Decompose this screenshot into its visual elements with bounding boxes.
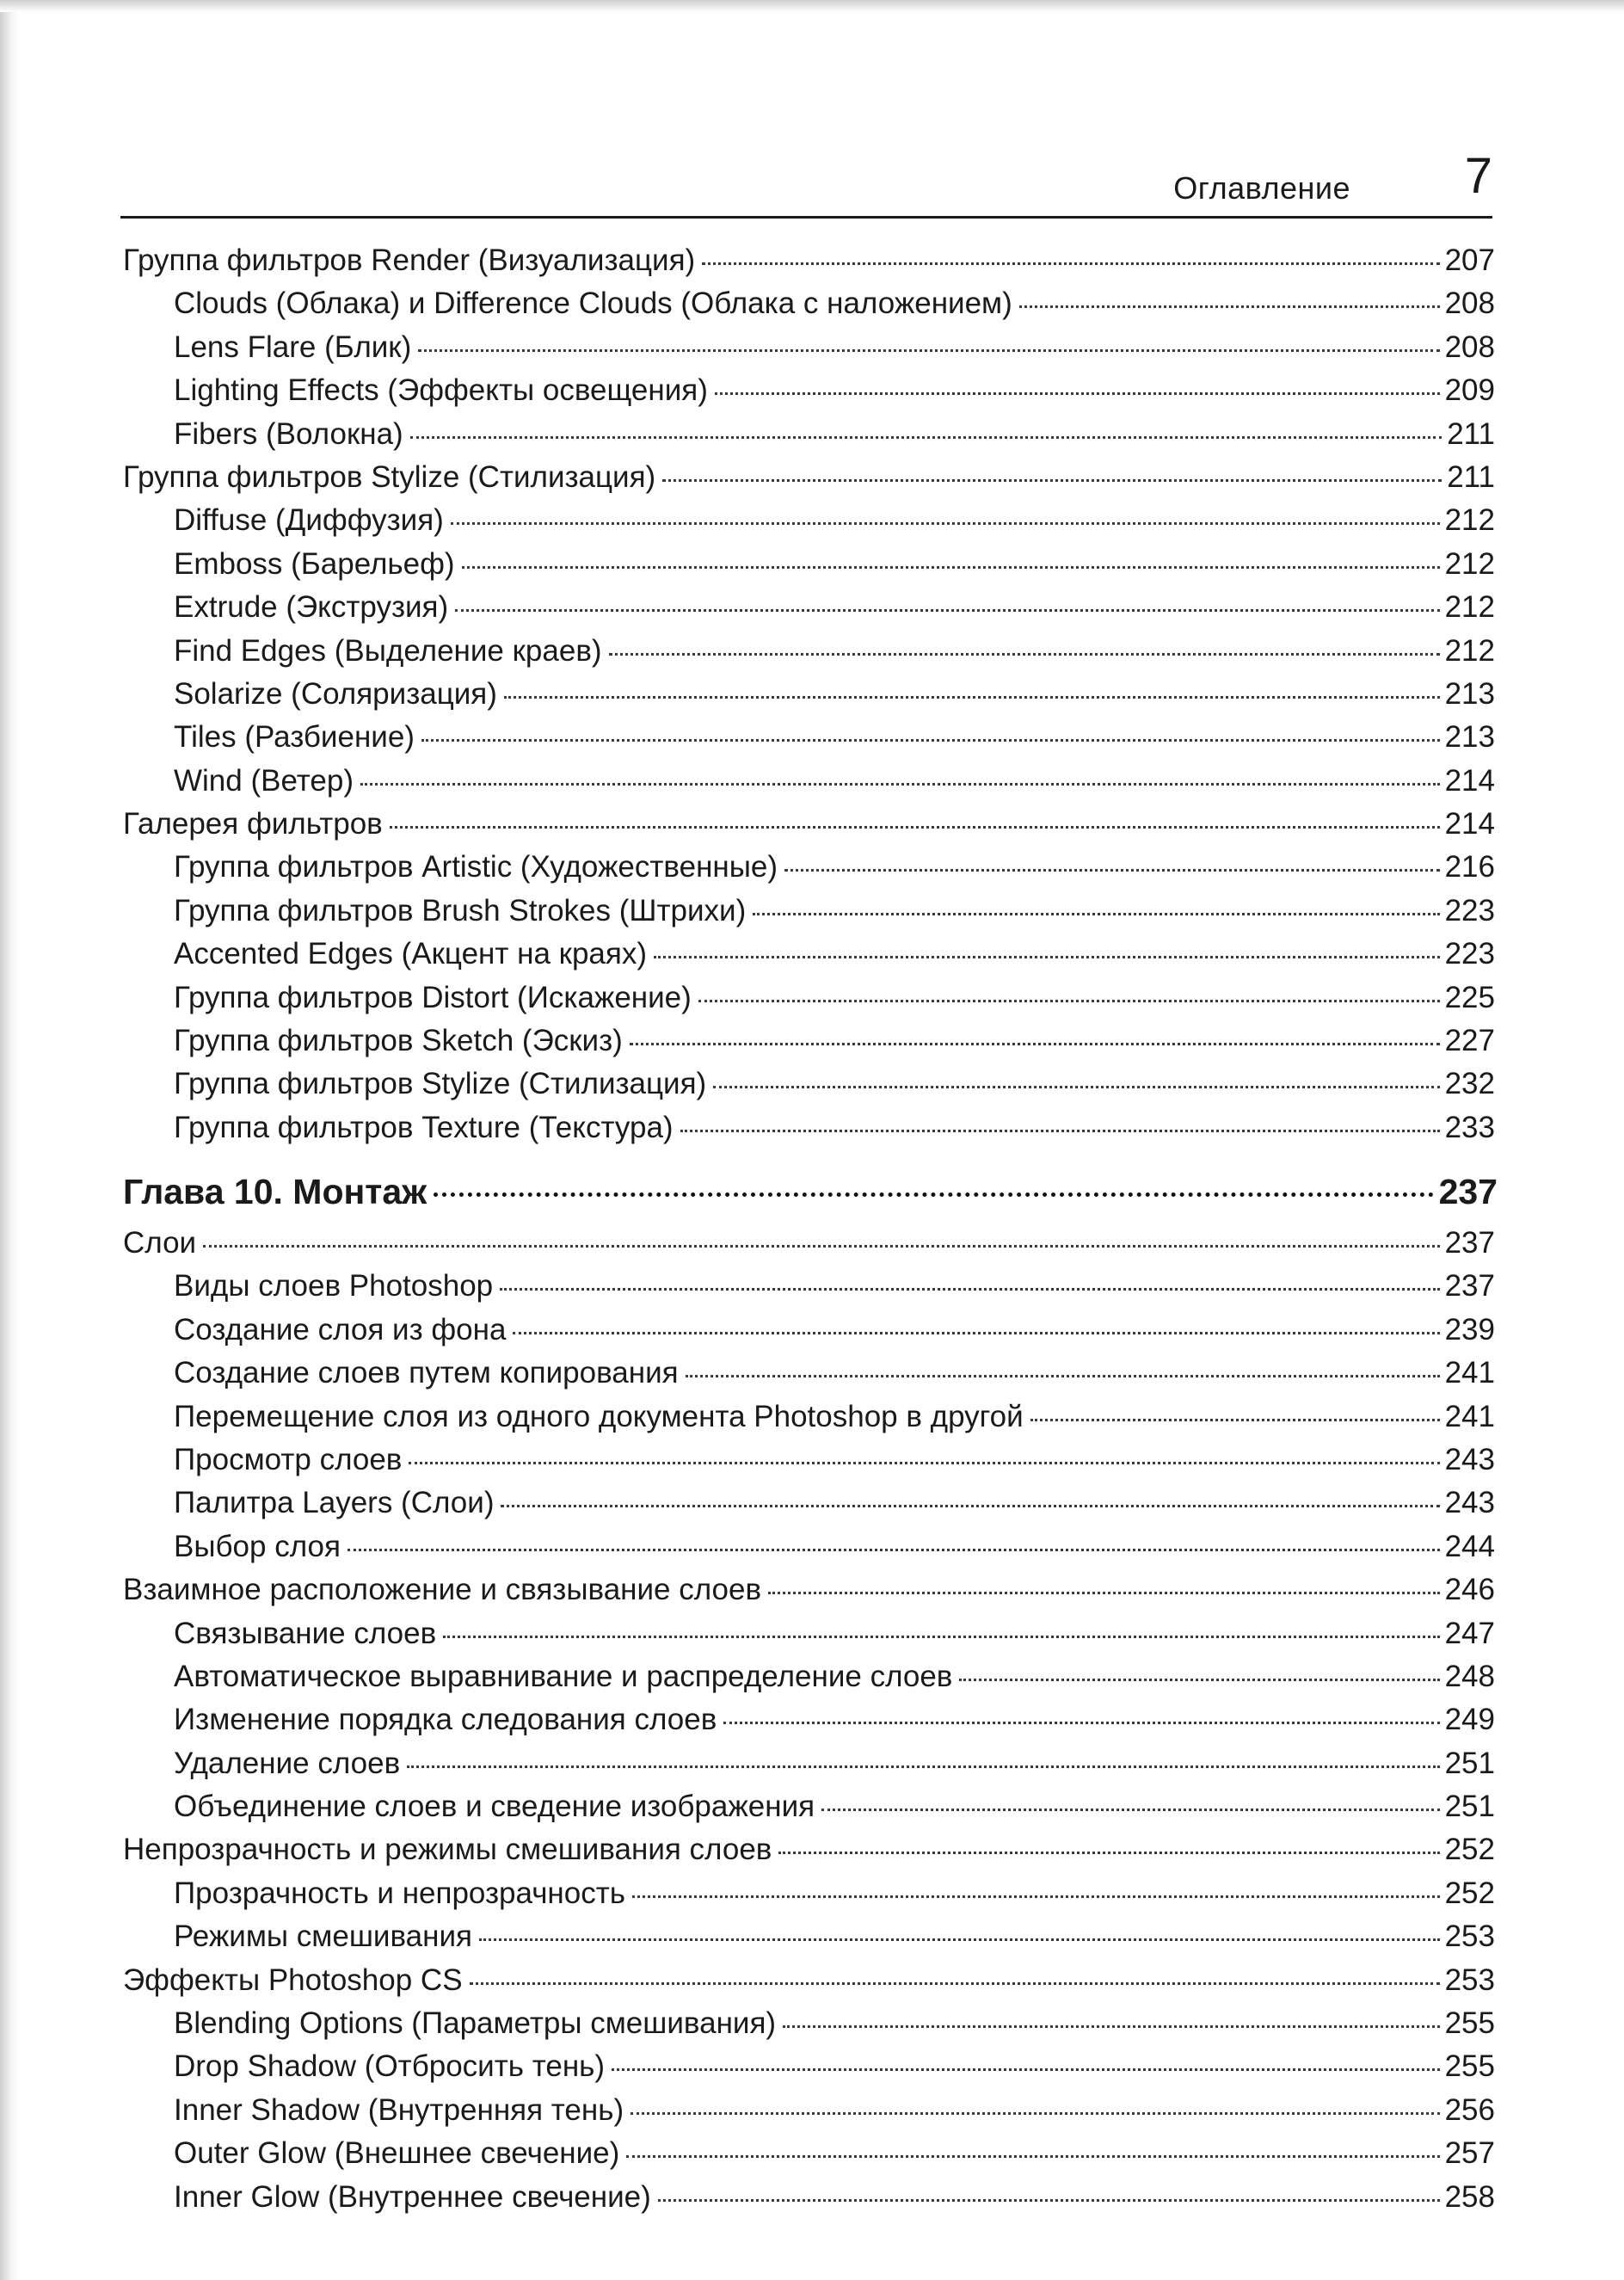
toc-entry-title: Изменение порядка следования слоев [174,1703,717,1737]
toc-entry-title: Группа фильтров Stylize (Стилизация) [174,1067,707,1101]
chapter-title: Глава 10. Монтаж [123,1172,428,1211]
dot-leader [715,392,1440,395]
toc-subsection-entry[interactable] [123,1439,1495,1482]
toc-subsection-entry[interactable] [123,1915,1495,1958]
toc-entry-page: 223 [1444,893,1495,927]
dot-leader [407,1765,1439,1768]
dot-leader [626,2155,1439,2158]
toc-entry-page: 212 [1444,590,1495,625]
dot-leader [783,2025,1440,2028]
toc-entry-title: Lighting Effects (Эффекты освещения) [174,373,708,408]
toc-entry-title: Прозрачность и непрозрачность [174,1876,625,1910]
dot-leader [609,653,1440,656]
toc-entry-title: Группа фильтров Brush Strokes (Штрихи) [174,893,747,927]
dot-leader [409,1462,1439,1464]
toc-entry-page: 241 [1444,1356,1495,1390]
dot-leader [390,826,1440,829]
toc-entry-page: 212 [1444,546,1495,581]
toc-subsection-entry[interactable] [123,413,1495,456]
toc-subsection-entry[interactable] [123,282,1495,325]
dot-leader [455,609,1439,612]
toc-entry-page: 208 [1444,330,1495,364]
toc-entry-page: 255 [1444,2049,1495,2084]
toc-entry-title: Группа фильтров Distort (Искажение) [174,980,692,1014]
toc-entry-title: Inner Glow (Внутреннее свечение) [174,2179,651,2214]
dot-leader [686,1375,1440,1377]
toc-entry-title: Wind (Ветер) [174,763,354,798]
toc-subsection-entry[interactable] [123,630,1495,673]
toc-entry-title: Эффекты Photoshop CS [123,1963,463,1997]
toc-entry-title: Связывание слоев [174,1616,437,1650]
toc-subsection-entry[interactable] [123,2002,1495,2045]
toc-entry-page: 233 [1444,1110,1495,1144]
toc-entry-title: Solarize (Соляризация) [174,676,497,711]
dot-leader [451,522,1440,525]
dot-leader [1030,1419,1440,1421]
dot-leader [479,1938,1440,1941]
toc-entry-title: Группа фильтров Texture (Текстура) [174,1110,674,1144]
toc-entry-page: 255 [1444,2006,1495,2041]
dot-leader [612,2068,1440,2071]
toc-subsection-entry[interactable] [123,369,1495,412]
toc-entry-page: 252 [1444,1833,1495,1867]
toc-entry-page: 253 [1444,1963,1495,1997]
toc-section-entry[interactable] [123,803,1495,846]
toc-entry-page: 257 [1444,2136,1495,2171]
toc-entry-page: 237 [1444,1226,1495,1260]
toc-subsection-entry[interactable] [123,673,1495,716]
toc-section-entry[interactable] [123,456,1495,499]
toc-entry-title: Extrude (Экструзия) [174,590,449,625]
toc-entry-page: 256 [1444,2092,1495,2127]
toc-subsection-entry[interactable] [123,933,1495,976]
toc-entry-title: Объединение слоев и сведение изображения [174,1790,815,1824]
toc-entry-title: Fibers (Волокна) [174,416,403,451]
toc-entry-page: 209 [1444,373,1495,408]
toc-entry-title: Группа фильтров Render (Визуализация) [123,243,696,277]
dot-leader [723,1722,1439,1724]
toc-entry-title: Blending Options (Параметры смешивания) [174,2006,777,2041]
dot-leader [632,1895,1440,1898]
dot-leader [462,566,1440,569]
toc-entry-page: 212 [1444,503,1495,538]
toc-subsection-entry[interactable] [123,1482,1495,1525]
toc-entry-page: 227 [1444,1024,1495,1058]
dot-leader [513,1332,1439,1334]
toc-entry-title: Inner Shadow (Внутренняя тень) [174,2092,624,2127]
toc-entry-title: Lens Flare (Блик) [174,330,412,364]
dot-leader [698,1000,1440,1002]
toc-subsection-entry[interactable] [123,1872,1495,1915]
toc-entry-title: Группа фильтров Sketch (Эскиз) [174,1024,623,1058]
toc-subsection-entry[interactable] [123,977,1495,1020]
dot-leader [821,1809,1440,1811]
toc-entry-page: 258 [1444,2179,1495,2214]
toc-subsection-entry[interactable] [123,2089,1495,2132]
toc-entry-title: Взаимное расположение и связывание слоев [123,1573,762,1607]
toc-section-1 [123,239,1495,1149]
dot-leader [753,913,1439,915]
dot-leader [360,783,1440,786]
toc-subsection-entry[interactable] [123,1020,1495,1063]
dot-leader [410,436,1442,439]
toc-entry-page: 208 [1444,287,1495,321]
toc-entry-page: 211 [1447,416,1495,451]
toc-entry-page: 232 [1444,1067,1495,1101]
toc-subsection-entry[interactable] [123,499,1495,542]
toc-entry-title: Группа фильтров Stylize (Стилизация) [123,459,656,494]
toc-entry-page: 213 [1444,720,1495,755]
toc-section-entry[interactable] [123,1828,1495,1871]
toc-subsection-entry[interactable] [123,2045,1495,2088]
page-top-shadow [0,0,1624,12]
toc-entry-title: Clouds (Облака) и Difference Clouds (Облака с наложением) [174,287,1012,321]
toc-subsection-entry[interactable] [123,543,1495,586]
toc-entry-page: 211 [1447,459,1495,494]
chapter-page-number: 237 [1438,1172,1498,1211]
toc-entry-page: 223 [1444,937,1495,971]
toc-entry-page: 252 [1444,1876,1495,1910]
toc-entry-page: 246 [1444,1573,1495,1607]
dot-leader [654,956,1440,958]
header-divider [120,216,1492,219]
chapter-heading[interactable] [123,1166,1498,1217]
toc-entry-title: Drop Shadow (Отбросить тень) [174,2049,606,2084]
page-edge-shadow [0,0,19,2280]
dot-leader [662,479,1442,482]
toc-entry-title: Автоматическое выравнивание и распределение слоев [174,1659,953,1693]
toc-subsection-entry[interactable] [123,1698,1495,1741]
toc-entry-page: 244 [1444,1529,1495,1563]
toc-entry-page: 216 [1444,850,1495,884]
toc-subsection-entry[interactable] [123,1309,1495,1352]
toc-subsection-entry[interactable] [123,2176,1495,2219]
toc-entry-title: Режимы смешивания [174,1920,472,1954]
dot-leader [658,2199,1440,2202]
toc-subsection-entry[interactable] [123,1106,1495,1149]
toc-subsection-entry[interactable] [123,326,1495,369]
toc-section-2 [123,1222,1495,2219]
toc-entry-title: Удаление слоев [174,1746,401,1780]
toc-section-entry[interactable] [123,1568,1495,1611]
toc-entry-page: 207 [1444,243,1495,277]
toc-section-entry[interactable] [123,239,1495,282]
toc-entry-title: Tiles (Разбиение) [174,720,415,755]
dot-leader [680,1130,1440,1132]
page-header [120,146,1492,215]
toc-entry-page: 247 [1444,1616,1495,1650]
toc-section-entry[interactable] [123,1222,1495,1265]
toc-entry-title: Галерея фильтров [123,807,383,841]
running-title: Оглавление [1173,170,1350,206]
toc-entry-page: 212 [1444,633,1495,668]
toc-entry-page: 214 [1444,807,1495,841]
toc-subsection-entry[interactable] [123,2132,1495,2175]
toc-entry-page: 225 [1444,980,1495,1014]
toc-entry-title: Find Edges (Выделение краев) [174,633,602,668]
toc-entry-title: Непрозрачность и режимы смешивания слоев [123,1833,772,1867]
dot-leader [702,262,1439,265]
toc-subsection-entry[interactable] [123,1352,1495,1395]
toc-entry-title: Палитра Layers (Слои) [174,1486,495,1520]
toc-subsection-entry[interactable] [123,1612,1495,1655]
toc-entry-title: Просмотр слоев [174,1442,403,1476]
toc-subsection-entry[interactable] [123,1785,1495,1828]
dot-leader [778,1852,1439,1854]
dot-leader [1019,305,1440,308]
toc-subsection-entry[interactable] [123,716,1495,759]
toc-subsection-entry[interactable] [123,586,1495,629]
dot-leader [784,869,1440,872]
toc-subsection-entry[interactable] [123,760,1495,803]
dot-leader [501,1505,1439,1507]
dot-leader [434,1192,1433,1197]
dot-leader [500,1288,1439,1291]
dot-leader [421,739,1440,742]
toc-subsection-entry[interactable] [123,1655,1495,1698]
toc-entry-page: 253 [1444,1920,1495,1954]
toc-subsection-entry[interactable] [123,890,1495,933]
toc-entry-page: 213 [1444,676,1495,711]
toc-subsection-entry[interactable] [123,1742,1495,1785]
toc-entry-title: Выбор слоя [174,1529,341,1563]
toc-section-entry[interactable] [123,1959,1495,2002]
toc-subsection-entry[interactable] [123,1063,1495,1106]
toc-subsection-entry[interactable] [123,846,1495,889]
toc-entry-page: 243 [1444,1442,1495,1476]
dot-leader [418,349,1439,352]
toc-entry-title: Виды слоев Photoshop [174,1269,494,1303]
toc-entry-title: Emboss (Барельеф) [174,546,455,581]
dot-leader [504,696,1440,699]
dot-leader [768,1592,1440,1594]
toc-entry-page: 248 [1444,1659,1495,1693]
toc-entry-page: 237 [1444,1269,1495,1303]
toc-entry-page: 239 [1444,1312,1495,1346]
toc-entry-page: 249 [1444,1703,1495,1737]
toc-entry-title: Accented Edges (Акцент на краях) [174,937,648,971]
toc-entry-title: Создание слоя из фона [174,1312,507,1346]
toc-entry-title: Группа фильтров Artistic (Художественные) [174,850,778,884]
dot-leader [631,2112,1439,2115]
toc-entry-page: 251 [1444,1746,1495,1780]
toc-entry-page: 251 [1444,1790,1495,1824]
dot-leader [348,1549,1440,1551]
toc-entry-title: Diffuse (Диффузия) [174,503,444,538]
toc-entry-page: 243 [1444,1486,1495,1520]
toc-entry-title: Outer Glow (Внешнее свечение) [174,2136,620,2171]
dot-leader [630,1043,1440,1045]
toc-entry-title: Перемещение слоя из одного документа Photoshop в другой [174,1399,1024,1433]
toc-entry-page: 241 [1444,1399,1495,1433]
toc-subsection-entry[interactable] [123,1265,1495,1308]
toc-entry-page: 214 [1444,763,1495,798]
toc-entry-title: Создание слоев путем копирования [174,1356,679,1390]
toc-subsection-entry[interactable] [123,1396,1495,1439]
dot-leader [713,1086,1439,1088]
toc-subsection-entry[interactable] [123,1525,1495,1568]
toc-entry-title: Слои [123,1226,197,1260]
page-number: 7 [1464,148,1492,204]
dot-leader [470,1982,1440,1985]
dot-leader [203,1245,1439,1248]
dot-leader [959,1679,1439,1681]
dot-leader [443,1636,1439,1638]
